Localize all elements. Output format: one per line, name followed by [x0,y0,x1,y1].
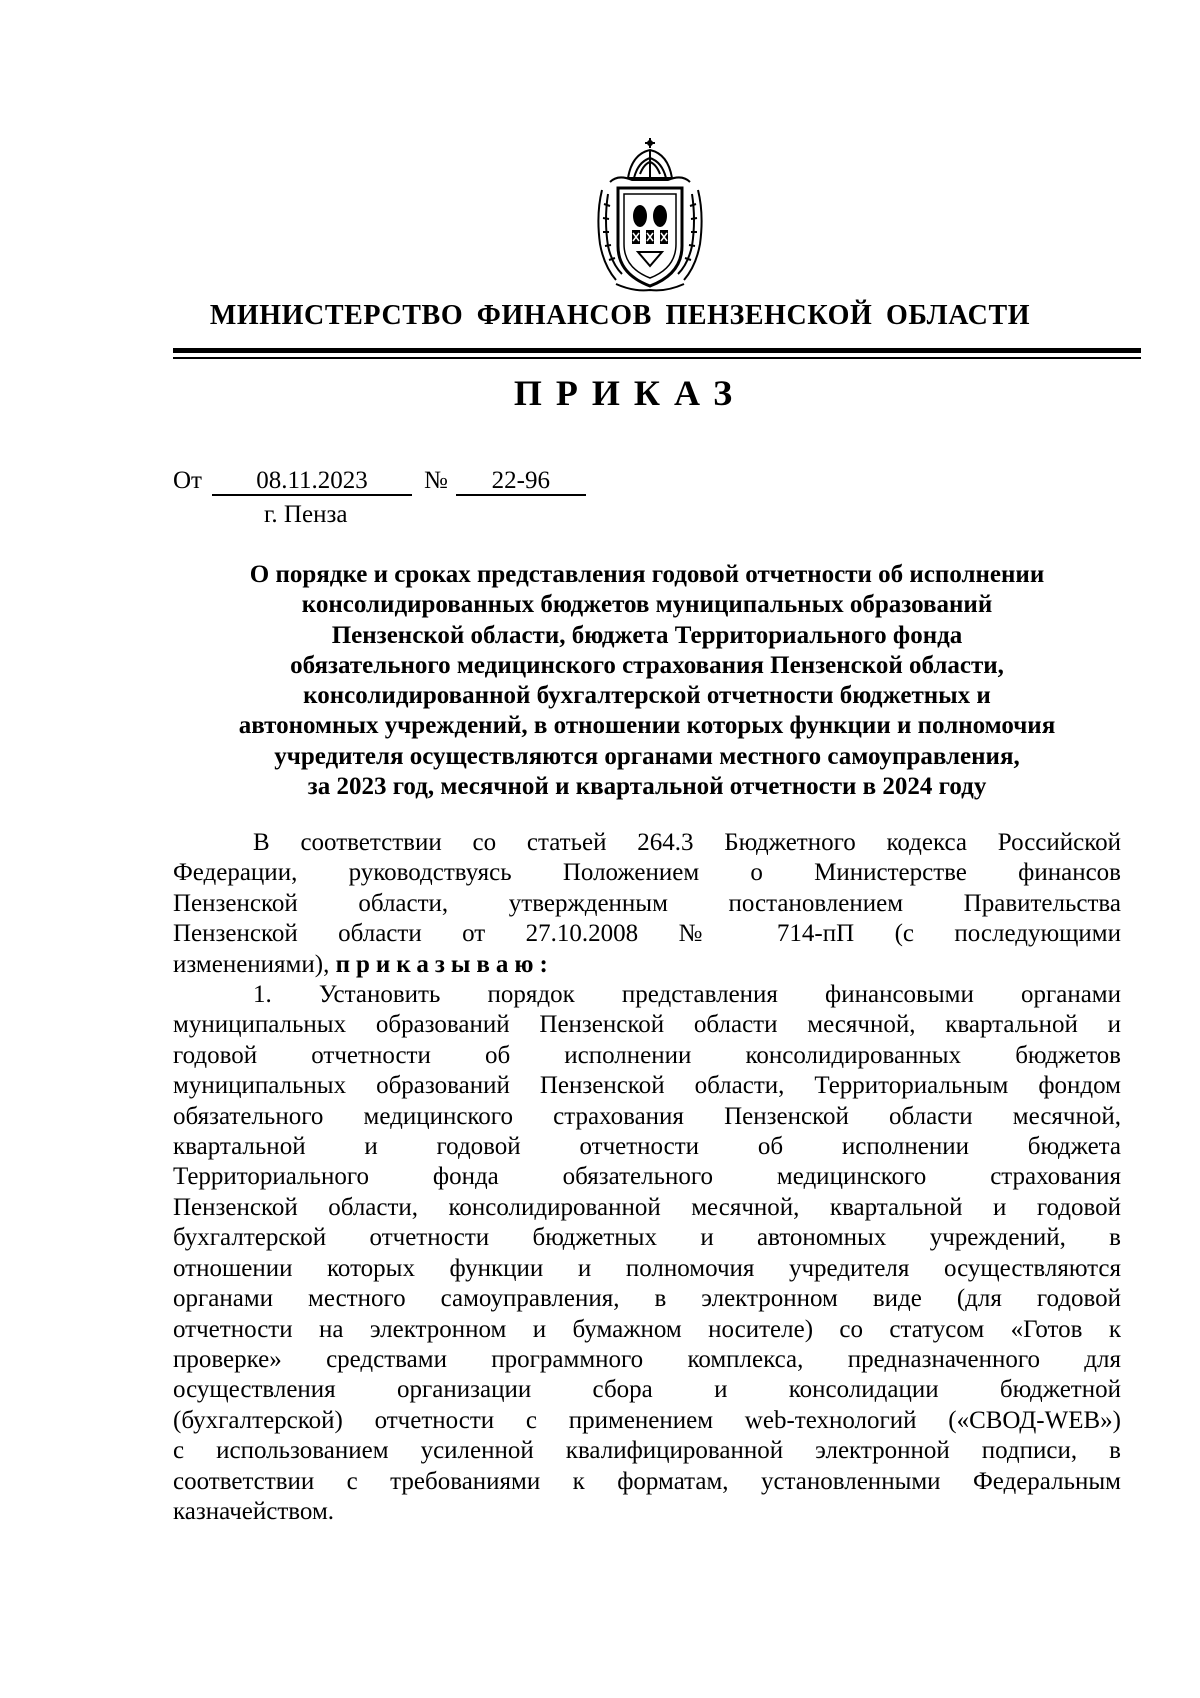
title-line: за 2023 год, месячной и квартальной отчетности в 2024 году [307,773,987,801]
body-line: соответствии с требованиями к форматам, установленными Федеральным [173,1467,1121,1495]
order-city: г. Пенза [264,501,348,528]
body-line: осуществления организации сбора и консолидации бюджетной [173,1376,1121,1404]
body-line [173,950,1121,980]
body-line: Федерации, руководствуясь Положением о Министерстве финансов [173,859,1121,887]
from-label: От [173,467,202,494]
body-line: Пензенской области, утвержденным постановлением Правительства [173,889,1121,917]
body-line: квартальной и годовой отчетности об исполнении бюджета [173,1133,1121,1161]
title-line: обязательного медицинского страхования Пензенской области, [290,651,1004,679]
body-line: Пензенской области, консолидированной месячной, квартальной и годовой [173,1193,1121,1221]
body-line: отчетности на электронном и бумажном носителе) со статусом «Готов к [173,1315,1121,1343]
title-line: учредителя осуществляются органами местного самоуправления, [274,742,1020,770]
title-line: консолидированной бухгалтерской отчетности бюджетных и [303,682,991,710]
penza-coat-of-arms-icon [588,134,712,294]
order-subject-title [173,560,1121,802]
order-word: приказываю: [335,950,554,978]
header-rule-thin [173,357,1141,359]
body-line: 1. Установить порядок представления финансовыми органами [253,981,1121,1009]
body-line: Территориального фонда обязательного медицинского страхования [173,1163,1121,1191]
title-line: консолидированных бюджетов муниципальных образований [301,591,993,619]
body-line: (бухгалтерской) отчетности с применением web-технологий («СВОД-WEB») [173,1406,1121,1434]
body-line: муниципальных образований Пензенской области, Территориальным фондом [173,1072,1121,1100]
number-sign: № [423,467,448,494]
header-rule-thick [173,348,1141,353]
body-line: муниципальных образований Пензенской области месячной, квартальной и [173,1011,1121,1039]
body-line: Пензенской области от 27.10.2008 № 714-пП (с последующими [173,920,1121,948]
clause-1-paragraph [173,980,1121,1527]
body-line: В соответствии со статьей 264.3 Бюджетного кодекса Российской [253,829,1121,856]
body-line: обязательного медицинского страхования Пензенской области месячной, [173,1102,1121,1130]
ministry-name: МИНИСТЕРСТВО ФИНАНСОВ ПЕНЗЕНСКОЙ ОБЛАСТИ [209,300,1031,331]
order-date: 08.11.2023 [212,468,412,496]
body-line: отношении которых функции и полномочия учредителя осуществляются [173,1254,1121,1282]
title-line: автономных учреждений, в отношении которых функции и полномочия [238,712,1056,740]
preamble-tail: изменениями), [173,950,330,978]
body-line: с использованием усиленной квалифицированной электронной подписи, в [173,1437,1121,1465]
body-line: бухгалтерской отчетности бюджетных и автономных учреждений, в [173,1224,1121,1252]
document-type-title: ПРИКАЗ [513,373,747,413]
body-line: проверке» средствами программного комплекса, предназначенного для [173,1345,1121,1373]
body-line: органами местного самоуправления, в электронном виде (для годовой [173,1285,1121,1313]
preamble-paragraph [173,828,1121,980]
title-line: Пензенской области, бюджета Территориального фонда [331,621,963,649]
document-body [173,828,1121,1527]
title-line: О порядке и сроках представления годовой отчетности об исполнении [249,561,1045,588]
body-line: годовой отчетности об исполнении консолидированных бюджетов [173,1041,1121,1069]
order-meta [173,466,586,496]
order-number: 22-96 [456,468,586,496]
body-line: казначейством. [173,1497,335,1525]
